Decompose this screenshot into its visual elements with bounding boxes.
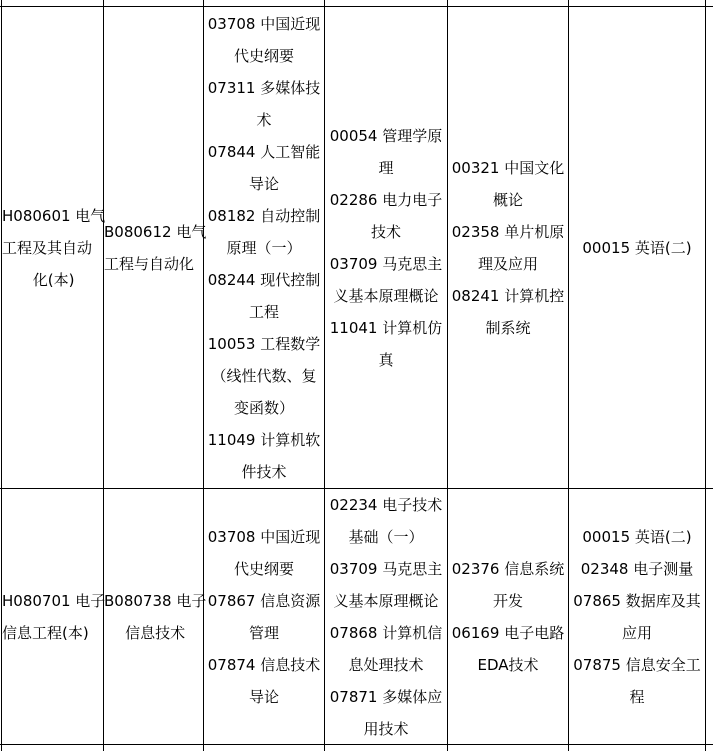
table-cell-courses-a: 03708 中国近现 代史纲要 07867 信息资源 管理 07874 信息技术 导论 xyxy=(207,527,321,706)
table-cell-courses-d: 00015 英语(二) 02348 电子测量 07865 数据库及其 应用 07875 信息安全工 程 xyxy=(573,527,701,706)
table-cell-courses-b: 00054 管理学原 理 02286 电力电子 技术 03709 马克思主 义基本原理概论 11041 计算机仿 真 xyxy=(329,126,443,369)
table-cell-major-code: H080701 电子 信息工程(本) xyxy=(2,591,106,642)
table-cell-former-major: B080738 电子 信息技术 xyxy=(104,591,207,642)
table-cell-courses-d: 00015 英语(二) xyxy=(582,238,692,257)
table-cell-former-major: B080612 电气 工程与自动化 xyxy=(104,222,207,273)
table-cell-courses-b: 02234 电子技术 基础（一） 03709 马克思主 义基本原理概论 07868 计算机信 息处理技术 07871 多媒体应 用技术 xyxy=(329,495,443,738)
table-cell-courses-a: 03708 中国近现 代史纲要 07311 多媒体技 术 07844 人工智能 导论 08182 自动控制 原理（一） 08244 现代控制 工程 10053 工程数学 （线性代数、复 变函数） 11049 计算机软 件技术 xyxy=(207,14,321,481)
table-cell-courses-c: 00321 中国文化 概论 02358 单片机原 理及应用 08241 计算机控 制系统 xyxy=(451,158,565,337)
table-cell-courses-c: 02376 信息系统 开发 06169 电子电路 EDA技术 xyxy=(451,559,565,674)
table-border-right xyxy=(705,0,706,751)
table-cell-major-code: H080601 电气 工程及其自动 化(本) xyxy=(2,206,106,289)
